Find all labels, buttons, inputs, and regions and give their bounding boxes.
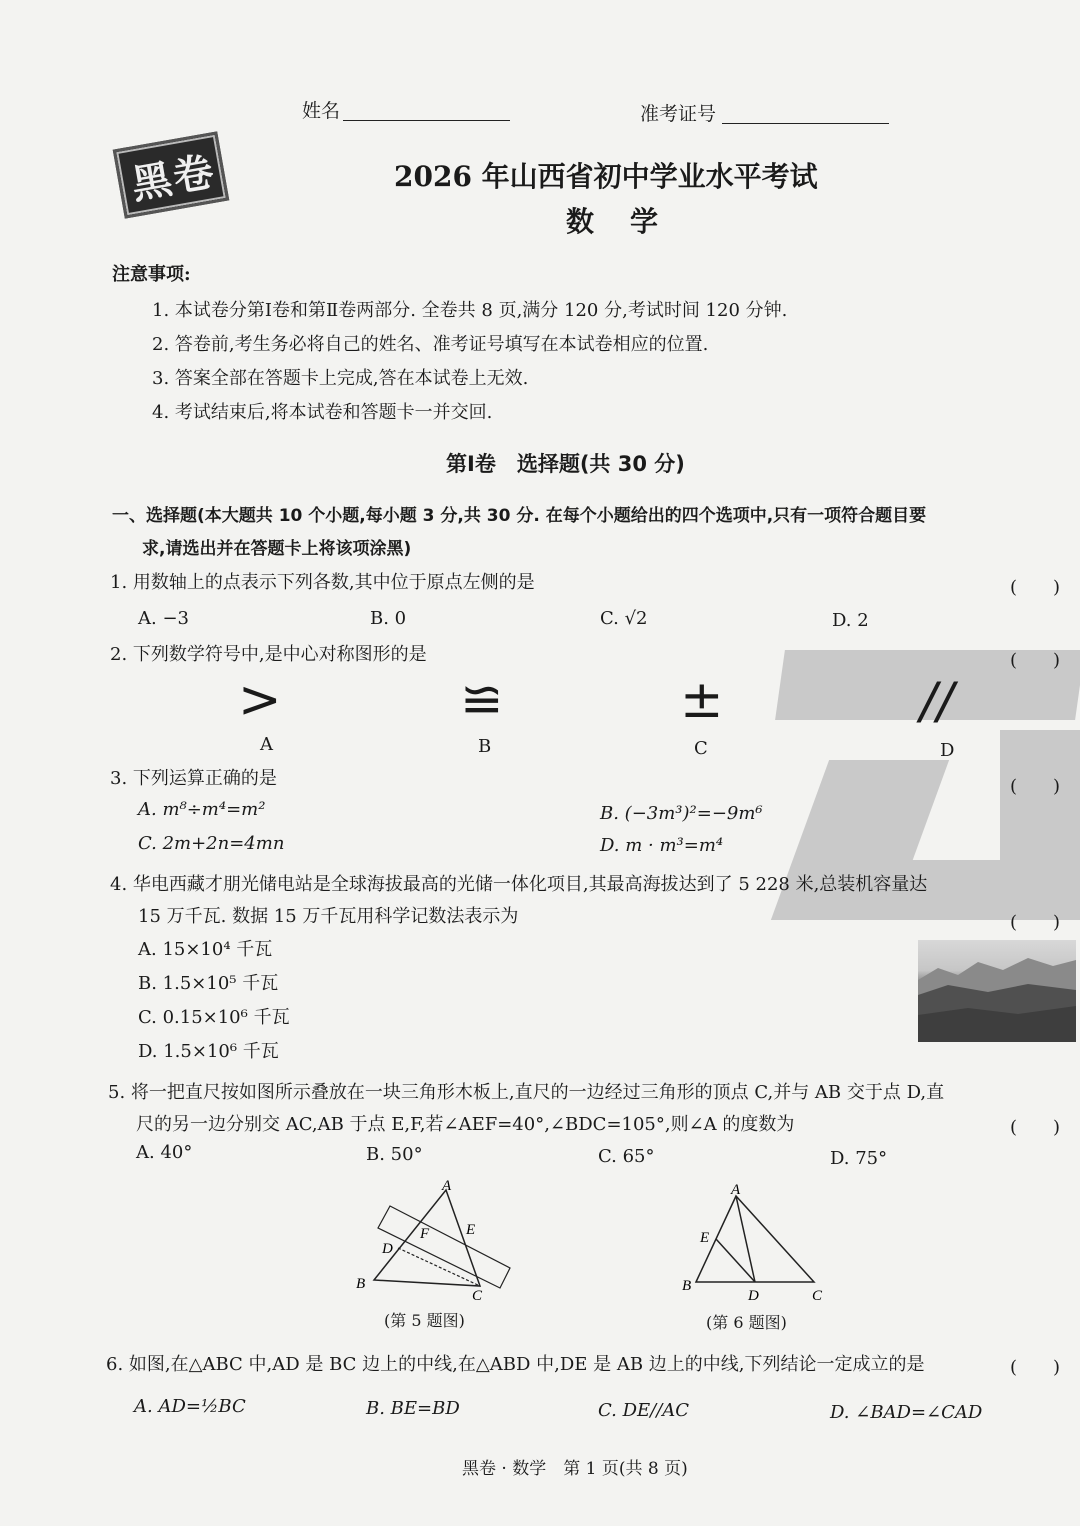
q6-option-a: A. AD=½BC [134,1396,246,1417]
label-e: E [700,1230,710,1246]
label-a: A [731,1182,741,1198]
median-ad [736,1196,755,1282]
q5-option-b: B. 50° [366,1144,423,1165]
q4-option-b: B. 1.5×10⁵ 千瓦 [138,973,279,994]
q2-label: D [940,740,955,761]
q3-stem: 3. 下列运算正确的是 [110,768,277,789]
q4-option-d: D. 1.5×10⁶ 千瓦 [138,1041,279,1062]
notice-item: 4. 考试结束后,将本试卷和答题卡一并交回. [152,402,493,423]
answer-bracket: ( ) [1010,912,1061,933]
q3-option-d: D. m · m³=m⁴ [600,835,724,856]
label-b: B [682,1278,692,1294]
label-f: F [420,1226,430,1242]
median-de [716,1239,755,1282]
q5-stem-cont: 尺的另一边分别交 AC,AB 于点 E,F,若∠AEF=40°,∠BDC=105°,则∠A 的度数为 [136,1114,795,1135]
q2-stem: 2. 下列数学符号中,是中心对称图形的是 [110,644,427,665]
symbol-plus-minus: ± [680,670,724,730]
answer-bracket: ( ) [1010,776,1061,797]
symbol-parallel: // [920,672,954,730]
q1-stem: 1. 用数轴上的点表示下列各数,其中位于原点左侧的是 [110,572,535,593]
q5-option-d: D. 75° [830,1148,888,1169]
section-title: 第Ⅰ卷 选择题(共 30 分) [446,452,685,476]
section-instruction: 求,请选出并在答题卡上将该项涂黑) [142,539,412,559]
notice-item: 1. 本试卷分第Ⅰ卷和第Ⅱ卷两部分. 全卷共 8 页,满分 120 分,考试时间 120 分钟. [152,300,788,321]
answer-bracket: ( ) [1010,1117,1061,1138]
label-d: D [748,1288,759,1304]
q6-stem: 6. 如图,在△ABC 中,AD 是 BC 边上的中线,在△ABD 中,DE 是 AB 边上的中线,下列结论一定成立的是 [106,1354,925,1375]
q4-option-a: A. 15×10⁴ 千瓦 [138,939,273,960]
q4-option-c: C. 0.15×10⁶ 千瓦 [138,1007,290,1028]
triangle-abc [696,1196,814,1282]
q5-stem: 5. 将一把直尺按如图所示叠放在一块三角形木板上,直尺的一边经过三角形的顶点 C,并与 AB 交于点 D,直 [108,1082,945,1103]
label-a: A [442,1178,452,1194]
q3-option-a: A. m⁸÷m⁴=m² [138,799,266,820]
q3-option-c: C. 2m+2n=4mn [138,833,285,854]
name-fill-line [343,120,510,121]
ruler-edge-dashed [398,1248,480,1286]
figure-q5-caption: (第 5 题图) [384,1311,465,1330]
figure-q6-caption: (第 6 题图) [706,1313,787,1332]
label-d: D [382,1241,393,1257]
label-b: B [356,1276,366,1292]
figure-q6 [676,1176,836,1306]
q2-label: C [694,738,708,759]
q1-option-a: A. −3 [138,608,189,629]
q5-option-c: C. 65° [598,1146,655,1167]
q5-option-a: A. 40° [136,1142,193,1163]
black-paper-stamp: 黑卷 [113,131,230,218]
q6-option-d: D. ∠BAD=∠CAD [830,1402,983,1423]
answer-bracket: ( ) [1010,577,1061,598]
q4-stem: 4. 华电西藏才朋光储电站是全球海拔最高的光储一体化项目,其最高海拔达到了 5 228 米,总装机容量达 [110,874,928,895]
q2-label: B [478,736,492,757]
page-footer: 黑卷 · 数学 第 1 页(共 8 页) [462,1459,688,1479]
notice-item: 2. 答卷前,考生务必将自己的姓名、准考证号填写在本试卷相应的位置. [152,334,709,355]
ruler [378,1206,510,1288]
label-c: C [472,1288,483,1304]
q6-option-c: C. DE//AC [598,1400,690,1421]
q6-option-b: B. BE=BD [366,1398,460,1419]
label-c: C [812,1288,823,1304]
q3-option-b: B. (−3m³)²=−9m⁶ [600,803,763,824]
exam-id-fill-line [722,123,889,124]
answer-bracket: ( ) [1010,650,1061,671]
q4-stem-cont: 15 万千瓦. 数据 15 万千瓦用科学记数法表示为 [138,906,519,927]
exam-id-label: 准考证号 [640,103,717,125]
name-label: 姓名 [302,100,341,122]
q1-option-d: D. 2 [832,610,869,631]
label-e: E [466,1222,476,1238]
figure-q5 [350,1176,530,1306]
symbol-greater-than: > [238,670,282,730]
exam-title: 2026 年山西省初中学业水平考试 [394,160,818,193]
symbol-congruent: ≌ [460,670,504,730]
subject-title: 数 学 [566,205,663,238]
q1-option-c: C. √2 [600,608,648,629]
q1-option-b: B. 0 [370,608,407,629]
power-station-photo [918,940,1076,1042]
watermark-shape [1000,730,1080,870]
notice-item: 3. 答案全部在答题卡上完成,答在本试卷上无效. [152,368,529,389]
q2-label: A [260,734,273,755]
answer-bracket: ( ) [1010,1357,1061,1378]
notice-heading: 注意事项: [112,264,191,285]
section-instruction: 一、选择题(本大题共 10 个小题,每小题 3 分,共 30 分. 在每个小题给出的四个选项中,只有一项符合题目要 [112,506,927,526]
